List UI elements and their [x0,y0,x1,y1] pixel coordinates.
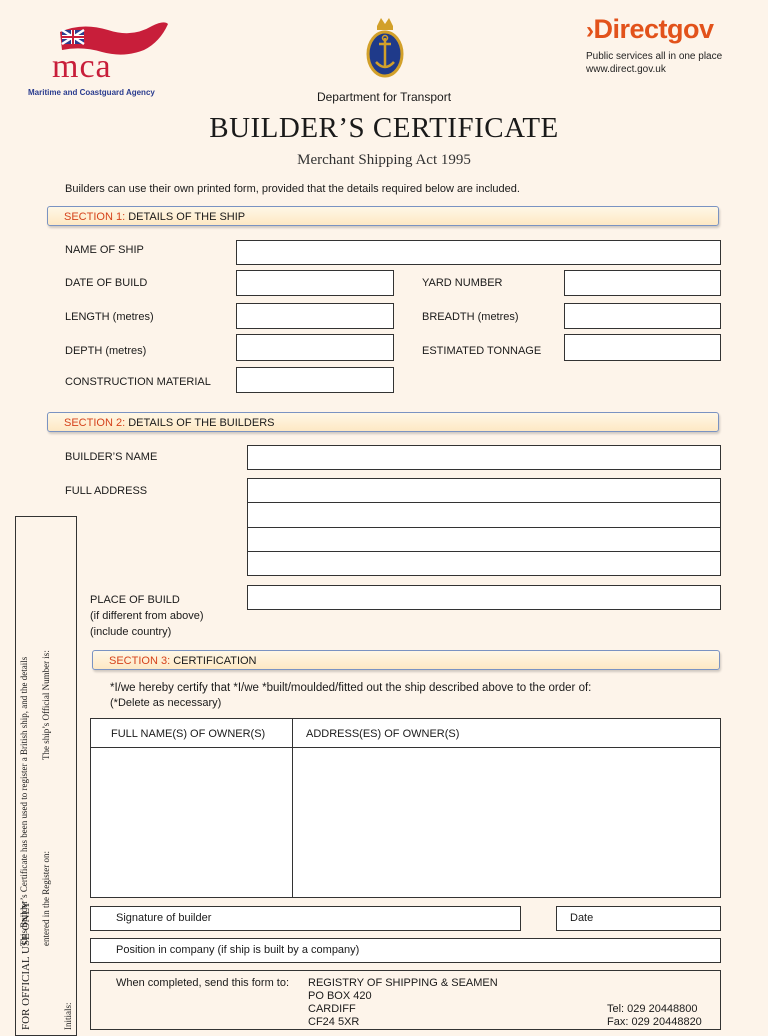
initials-text: Initials: [63,1002,73,1030]
department-name: Department for Transport [316,90,452,104]
tel-number: Tel: 029 20448800 [607,1003,698,1015]
royal-crest-icon [363,16,407,80]
official-number-text: The ship’s Official Number is: [41,650,51,760]
owners-addresses-header: ADDRESS(ES) OF OWNER(S) [306,728,460,740]
date-label: Date [570,912,594,924]
position-label: Position in company (if ship is built by a company) [116,944,360,956]
directgov-tagline-block [586,50,722,76]
construction-material-field[interactable] [236,367,394,393]
length-field[interactable] [236,303,394,329]
send-to-box [90,970,721,1030]
intro-text: Builders can use their own printed form, provided that the details required below are included. [65,183,520,195]
official-use-label: FOR OFFICIAL USE ONLY [20,901,32,1030]
certify-text: *I/we hereby certify that *I/we *built/moulded/fitted out the ship described above to the order of: [110,682,592,694]
page-subtitle: Merchant Shipping Act 1995 [297,152,471,168]
yard-number-label: YARD NUMBER [422,277,503,289]
place-of-build-field[interactable] [247,585,721,610]
position-field[interactable] [90,938,721,963]
signature-label: Signature of builder [116,912,212,924]
name-of-ship-field[interactable] [236,240,721,265]
full-address-label: FULL ADDRESS [65,485,148,497]
section-3-title: CERTIFICATION [173,655,257,667]
name-of-ship-label: NAME OF SHIP [65,244,144,256]
signature-field[interactable] [90,906,521,931]
directgov-url: www.direct.gov.uk [586,64,666,75]
depth-label: DEPTH (metres) [65,345,147,357]
yard-number-field[interactable] [564,270,721,296]
directgov-logo: ›Directgov [586,14,714,44]
section-1-number: SECTION 1: [64,211,126,223]
date-field[interactable] [556,906,721,931]
builders-name-label: BUILDER’S NAME [65,451,158,463]
date-of-build-label: DATE OF BUILD [65,277,148,289]
breadth-field[interactable] [564,303,721,329]
builders-name-field[interactable] [247,445,721,470]
registered-text: This Builder’s Certificate has been used to register a British ship, and the details [19,656,29,946]
section-1-title: DETAILS OF THE SHIP [128,211,246,223]
entered-text: entered in the Register on: [41,851,51,946]
owners-names-header: FULL NAME(S) OF OWNER(S) [111,728,266,740]
registry-contact [607,1003,702,1029]
date-of-build-field[interactable] [236,270,394,296]
delete-note: (*Delete as necessary) [110,697,222,709]
construction-material-label: CONSTRUCTION MATERIAL [65,376,211,388]
place-of-build-label: PLACE OF BUILD (if different from above) (include country) [90,594,204,638]
tonnage-field[interactable] [564,334,721,361]
directgov-tagline: Public services all in one place [586,51,723,62]
tonnage-label: ESTIMATED TONNAGE [422,345,542,357]
page-title: BUILDER’S CERTIFICATE [209,112,559,144]
owners-table[interactable] [90,718,721,898]
section-3-header [92,650,720,670]
section-1-header [47,206,719,226]
full-address-field[interactable] [247,478,721,576]
section-2-title: DETAILS OF THE BUILDERS [128,417,275,429]
mca-logo-text: mca [52,48,112,85]
depth-field[interactable] [236,334,394,361]
section-2-header [47,412,719,432]
directgov-chevron-icon: › [586,17,594,44]
registry-address: REGISTRY OF SHIPPING & SEAMEN PO BOX 420 CARDIFF CF24 5XR [308,977,498,1028]
section-3-number: SECTION 3: [109,655,171,667]
mca-agency-name: Maritime and Coastguard Agency [28,88,155,97]
section-2-number: SECTION 2: [64,417,126,429]
fax-number: Fax: 029 20448820 [607,1016,702,1028]
send-to-label: When completed, send this form to: [116,977,290,989]
length-label: LENGTH (metres) [65,311,154,323]
breadth-label: BREADTH (metres) [422,311,519,323]
